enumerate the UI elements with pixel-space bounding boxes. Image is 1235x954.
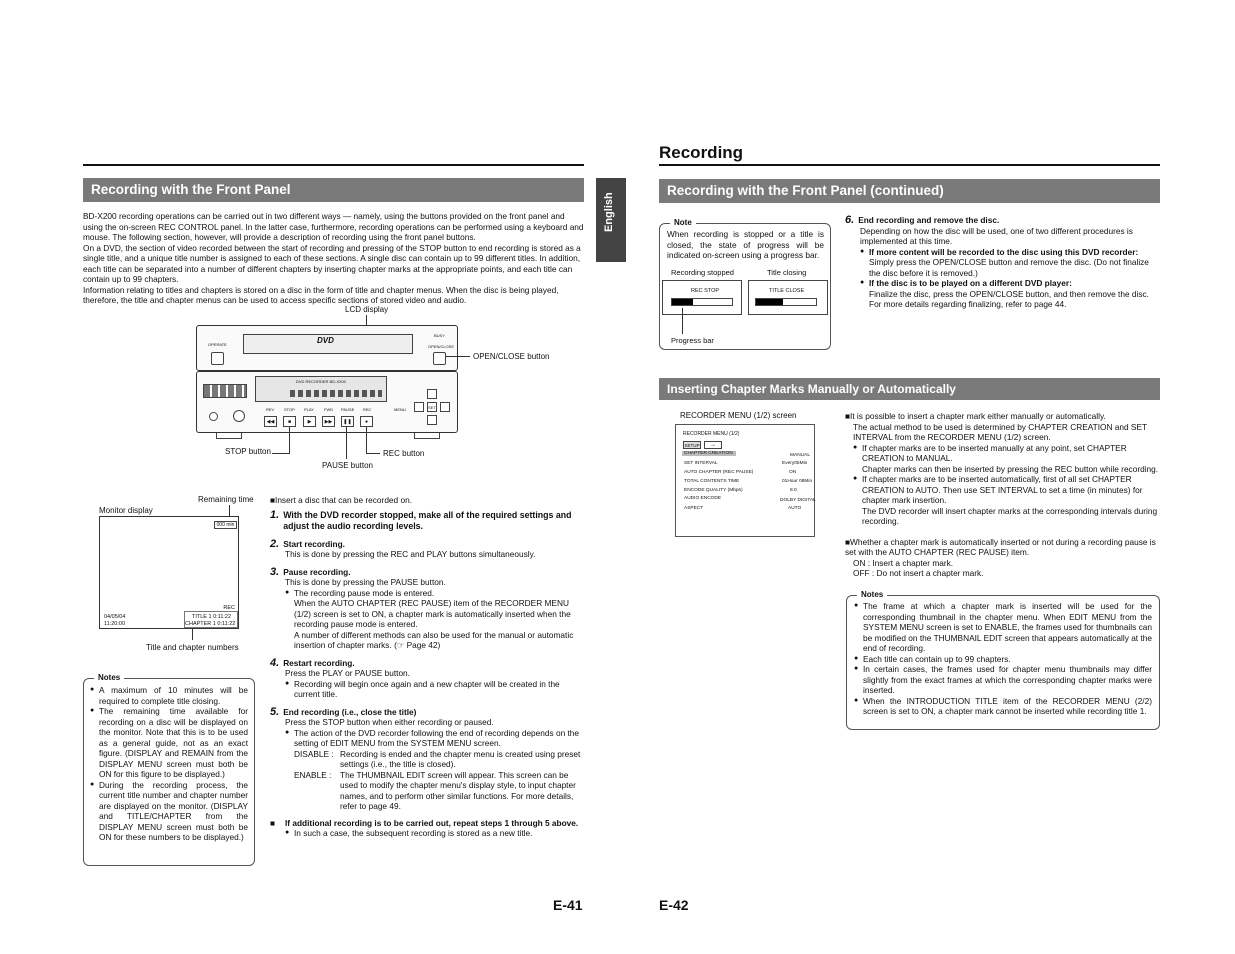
stop-leader-h: [272, 453, 290, 454]
step-2: [270, 539, 584, 560]
step-4-text: Press the PLAY or PAUSE button.: [285, 668, 410, 678]
step-3-more2: A number of different methods can also be used for the manual or automatic insertion of chapter marks. (☞ Page 42): [294, 629, 574, 650]
open-close-leader: [446, 356, 470, 357]
language-tab: [596, 178, 626, 262]
progress-bar-closing: [755, 298, 817, 306]
step-4-head: Restart recording.: [283, 657, 355, 668]
disable-key: DISABLE :: [294, 748, 334, 759]
step-1-num: 1.: [270, 508, 280, 521]
title-close-text: TITLE CLOSE: [769, 288, 805, 294]
intro-paragraph-3: Information relating to titles and chapters is stored on a disc in the form of title and chapter menus. When the disc is being played, therefore, the title and chapter menus can be used to access specific sections of stored video and audio.: [83, 284, 559, 305]
insert-disc-text: Insert a disc that can be recorded on.: [275, 495, 412, 505]
chapter-section-title: Inserting Chapter Marks Manually or Automatically: [659, 378, 1160, 400]
left-note-1: ● A maximum of 10 minutes will be required to complete title closing.: [90, 685, 248, 706]
operate-button: [211, 352, 224, 365]
stop-button-label: STOP button: [225, 447, 271, 456]
menu-label: MENU: [394, 407, 406, 412]
chapter-b1: [853, 443, 1160, 475]
left-page-number: E-41: [553, 897, 583, 913]
menu-row-5-key: ENCODE QUALITY (Mbps): [684, 488, 743, 493]
square-bullet-icon: ■: [270, 817, 276, 828]
step-5-num: 5.: [270, 705, 280, 718]
rec-button: ●: [360, 416, 373, 427]
open-close-button: [433, 352, 446, 365]
chapter-p1: [845, 411, 1160, 422]
recorder-menu-header: RECORDER MENU (1/2): [683, 431, 740, 437]
stop-label: STOP: [284, 407, 295, 412]
chapter-p2: The actual method to be used is determined by CHAPTER CREATION and SET INTERVAL from the RECORDER MENU (1/2) screen.: [853, 421, 1147, 442]
step-6-b1-text: Simply press the OPEN/CLOSE button and remove the disc. (Do not finalize the disc before it is removed.): [869, 257, 1149, 278]
enable-key: ENABLE :: [294, 769, 332, 780]
rec-stop-screen: [662, 280, 742, 315]
step-4: [270, 658, 584, 700]
monitor-screen: [99, 516, 239, 629]
pause-label: PAUSE: [341, 407, 355, 412]
step-6-head: End recording and remove the disc.: [858, 215, 1000, 225]
rec-stop-text: REC STOP: [691, 288, 720, 294]
recorder-menu-label: RECORDER MENU (1/2) screen: [680, 411, 797, 420]
menu-row-3-value: ON: [789, 470, 797, 475]
chapter-p3: [845, 537, 1160, 558]
intro-paragraph-2: On a DVD, the section of video recorded between the start of recording and pressing of the STOP button to end recording is stored as a single title, and a unique title number is assigned to each of these sections. A single disc can contain up to 99 different titles. In addition, each title can be separated into a number of different chapters by inserting chapter marks at the appropriate points, and each title can contain up to 99 chapters.: [83, 242, 581, 284]
progress-note-text: When recording is stopped or a title is closed, the state of progress will be indicated on-screen using a progress bar.: [667, 229, 824, 260]
progress-fill-stopped: [672, 299, 693, 305]
square-bullet-icon: ■: [270, 495, 276, 505]
right-top-rule: [659, 164, 1160, 166]
enable-row: [285, 770, 584, 812]
step-4-bullet: ● Recording will begin once again and a new chapter will be created in the current title.: [285, 679, 584, 700]
chapter-b2-text: If chapter marks are to be inserted automatically, first of all set CHAPTER CREATION to AUTO. Then use SET INTERVAL to set a time (in minutes) for chapter mark insertion.: [862, 474, 1143, 505]
step-6-num: 6.: [845, 214, 855, 226]
step-3-bullet: ● The recording pause mode is entered.: [285, 588, 584, 599]
title-line: TITLE 1 0:11:22: [192, 614, 232, 620]
lcd-panel: [255, 376, 387, 402]
menu-row-4-key: TOTAL CONTENTS TIME: [684, 479, 740, 484]
progress-note-box: [659, 218, 831, 350]
rec-button-label: REC button: [383, 449, 425, 458]
left-section-title: Recording with the Front Panel: [83, 178, 584, 202]
step-3-head: Pause recording.: [283, 566, 351, 577]
remaining-time-box: 000 min: [214, 521, 237, 529]
lcd-display-label: LCD display: [345, 305, 389, 314]
chapter-b1-text: If chapter marks are to be inserted manually at any point, set CHAPTER CREATION to MANUAL.: [862, 442, 1127, 463]
right-section-title: Recording with the Front Panel (continued): [659, 179, 1160, 203]
chapter-off: OFF : Do not insert a chapter mark.: [853, 568, 984, 578]
disable-row: [285, 749, 584, 770]
chapter-text: [845, 411, 1160, 579]
left-notes-list: [90, 685, 248, 843]
intro-paragraph-1: BD-X200 recording operations can be carried out in two different ways — namely, using the buttons provided on the front panel and using the on-screen REC CONTROL panel. In the latter case, furthermore, recording operations can be performed using a keyboard and mouse. The following section, however, will provide a description of recording using the front panel buttons.: [83, 211, 584, 242]
device-foot-left: [216, 433, 242, 439]
rec-label: REC: [363, 407, 372, 412]
step-6-bullet-1: [860, 247, 1160, 279]
step-2-head: Start recording.: [283, 538, 345, 549]
right-note-1: ● The frame at which a chapter mark is inserted will be used for the corresponding thumbnail in the chapter menu. When EDIT MENU from the SYSTEM MENU screen is set to ENABLE, the frames used for thumbnails can be modified on the THUMBNAIL EDIT screen that appears automatically at the end of recording.: [854, 601, 1152, 654]
step-5-text: Press the STOP button when either recording or paused.: [285, 717, 494, 727]
chapter-b2b-text: The DVD recorder will insert chapter marks at the corresponding intervals during recording.: [862, 505, 1158, 526]
stop-leader-v: [289, 427, 290, 453]
operate-label: OPERATE: [208, 342, 227, 347]
menu-row-6-key: AUDIO ENCODE: [684, 496, 722, 501]
step-3-text: This is done by pressing the PAUSE button.: [285, 577, 446, 587]
lcd-segments: [290, 390, 382, 397]
step-6-b1-head: If more content will be recorded to the disc using this DVD recorder:: [869, 246, 1139, 257]
monitor-date: 04/05/04: [104, 614, 126, 620]
busy-label: BUSY: [434, 333, 445, 338]
step-3-more: When the AUTO CHAPTER (REC PAUSE) item of the RECORDER MENU (1/2) screen is set to ON, a chapter mark is automatically inserted when the recording pause mode is entered.: [294, 598, 571, 629]
disable-value: Recording is ended and the chapter menu is created using preset settings (i.e., the title is closed).: [340, 748, 581, 769]
right-notes-box: [846, 590, 1160, 730]
step-6-text: Depending on how the disc will be used, one of two different procedures is implemented at this time.: [860, 225, 1133, 246]
monitor-time: 11:20:00: [104, 621, 126, 627]
step-6-bullet-2: [860, 278, 1160, 310]
recorder-menu-screen: [675, 424, 815, 537]
menu-row-1-value: MANUAL: [790, 453, 810, 458]
progress-bar-stopped: [671, 298, 733, 306]
fwd-button: ▶▶: [322, 416, 335, 427]
progress-bar-label: Progress bar: [671, 336, 714, 345]
device-foot-right: [414, 433, 440, 439]
pause-button: ❚❚: [341, 416, 354, 427]
phones-jack: [209, 412, 218, 421]
right-note-4: ● When the INTRODUCTION TITLE item of the RECORDER MENU (2/2) screen is set to ON, a chapter mark cannot be inserted while recording title 1.: [854, 696, 1152, 717]
left-intro: [83, 211, 584, 306]
enable-value: The THUMBNAIL EDIT screen will appear. This screen can be used to modify the chapter menu's display style, to input chapter names, and to perform other similar functions. For more details, refer to page 49.: [340, 769, 576, 811]
device-bottom-unit: [196, 371, 458, 433]
nav-left: [414, 402, 424, 412]
setup-tab: SETUP: [684, 443, 700, 448]
step-1-head: With the DVD recorder stopped, make all of the required settings and adjust the audio recording levels.: [283, 509, 572, 531]
remaining-time-label: Remaining time: [198, 495, 254, 504]
step-1: [270, 510, 584, 532]
phones-knob: [233, 410, 245, 422]
chapter-b1b-text: Chapter marks can then be inserted by pressing the REC button while recording.: [862, 463, 1159, 474]
open-close-small-label: OPEN/CLOSE: [428, 344, 455, 349]
progress-leader: [682, 308, 683, 334]
progress-fill-closing: [756, 299, 783, 305]
menu-row-2-key: SET INTERVAL: [684, 461, 718, 466]
chapter-p1-text: It is possible to insert a chapter mark either manually or automatically.: [850, 411, 1106, 421]
rec-leader-h: [366, 453, 380, 454]
insert-disc-line: [270, 495, 584, 506]
additional-text: If additional recording is to be carried out, repeat steps 1 through 5 above.: [285, 817, 579, 828]
language-tab-label: English: [603, 192, 615, 232]
fwd-label: FWD: [324, 407, 334, 412]
pause-button-label: PAUSE button: [322, 461, 373, 470]
title-chapter-box: [184, 611, 238, 628]
stop-button: ■: [283, 416, 296, 427]
device-model-text: DVD RECORDER BD-X200: [296, 379, 346, 384]
nav-set: SET: [427, 402, 437, 412]
menu-row-5-value: 8.0: [790, 488, 797, 493]
menu-row-6-value: DOLBY DIGITAL: [780, 498, 816, 503]
recording-stopped-label: Recording stopped: [671, 268, 734, 277]
step-2-num: 2.: [270, 537, 280, 550]
monitor-display-label: Monitor display: [99, 506, 153, 515]
additional-bullet: ● In such a case, the subsequent recording is stored as a new title.: [285, 828, 584, 839]
menu-row-3-key: AUTO CHAPTER (REC PAUSE): [684, 470, 754, 475]
left-note-2: ● The remaining time available for recording on a disc will be displayed on the monitor. Note that this is to be used as a general guide, not as an exact figure. (DISPLAY and REMAIN from the DISPLAY MENU screen must both be ON for this figure to be displayed.): [90, 706, 248, 780]
left-top-rule: [83, 164, 584, 166]
chapter-line: CHAPTER 1 0:11:22: [185, 621, 236, 627]
title-chapter-caption: Title and chapter numbers: [146, 643, 239, 652]
menu-row-7-key: ASPECT: [684, 506, 704, 511]
step-5-bullet: ● The action of the DVD recorder following the end of recording depends on the setting of EDIT MENU from the SYSTEM MENU screen.: [285, 728, 584, 749]
menu-row-7-value: AUTO: [788, 506, 802, 511]
left-notes-box: [83, 673, 255, 866]
steps-column: [270, 495, 584, 839]
title-chapter-leader: [192, 629, 193, 640]
title-closing-label: Title closing: [767, 268, 807, 277]
nav-down: [427, 415, 437, 425]
next-tab-arrow: →: [704, 441, 722, 449]
step-5: [270, 707, 584, 812]
right-note-3: ● In certain cases, the frames used for chapter menu thumbnails may differ slightly from the exact frames at which the corresponding chapter marks were inserted.: [854, 664, 1152, 696]
square-bullet-icon: ■: [845, 411, 851, 421]
step-3: [270, 567, 584, 651]
right-page-number: E-42: [659, 897, 689, 913]
step-6: [845, 215, 1160, 310]
open-close-label: OPEN/CLOSE button: [473, 352, 550, 361]
square-bullet-icon: ■: [845, 536, 851, 547]
menu-row-2-value: Every05Min: [782, 461, 808, 466]
step-4-num: 4.: [270, 656, 280, 669]
page-title: Recording: [659, 143, 744, 162]
play-label: PLAY: [304, 407, 314, 412]
rec-leader-v: [366, 427, 367, 453]
chapter-p3-text: Whether a chapter mark is automatically inserted or not during a recording pause is set with the AUTO CHAPTER (REC PAUSE) item.: [845, 536, 1156, 557]
progress-note-title: Note: [670, 218, 696, 227]
device-top-unit: [196, 325, 458, 371]
nav-right: [440, 402, 450, 412]
pause-leader: [346, 427, 347, 459]
title-close-screen: [748, 280, 828, 315]
step-3-num: 3.: [270, 565, 280, 578]
left-notes-title: Notes: [94, 673, 124, 682]
input-select-buttons: [203, 384, 247, 398]
right-note-2: ● Each title can contain up to 99 chapters.: [854, 654, 1152, 665]
right-notes-title: Notes: [857, 590, 887, 599]
chapter-on: ON : Insert a chapter mark.: [853, 557, 954, 568]
rev-label: REV: [266, 407, 275, 412]
rec-indicator: REC: [223, 605, 235, 611]
step-5-head: End recording (i.e., close the title): [283, 706, 417, 717]
step-6-b2-text: Finalize the disc, press the OPEN/CLOSE button, and then remove the disc. For more details regarding finalizing, refer to page 44.: [869, 288, 1149, 309]
menu-row-4-value: 01Hour 08Min: [782, 479, 813, 484]
chapter-b2: [853, 474, 1160, 527]
play-button: ▶: [303, 416, 316, 427]
step-2-text: This is done by pressing the REC and PLAY buttons simultaneously.: [285, 549, 536, 559]
menu-row-1-key: CHAPTER CREATION: [682, 451, 736, 456]
step-6-b2-head: If the disc is to be played on a different DVD player:: [869, 278, 1072, 288]
left-note-3: ● During the recording process, the current title number and chapter number are displayed on the monitor. (DISPLAY and TITLE/CHAPTER from the DISPLAY MENU screen must both be ON for these numbers to be displayed.): [90, 780, 248, 843]
dvd-logo: DVD: [317, 336, 334, 345]
right-notes-list: [854, 601, 1152, 717]
nav-up: [427, 389, 437, 399]
rev-button: ◀◀: [264, 416, 277, 427]
additional-recording: [270, 818, 584, 829]
